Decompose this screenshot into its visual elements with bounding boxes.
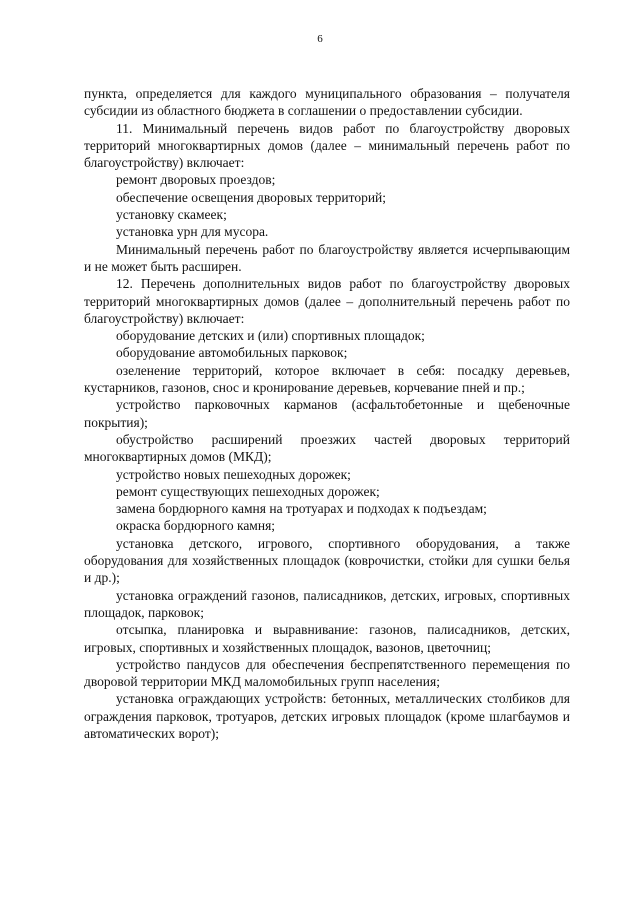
list-item-min-work: установка урн для мусора. bbox=[116, 224, 269, 240]
document-body bbox=[84, 85, 570, 742]
list-item-extra-work: окраска бордюрного камня; bbox=[116, 518, 276, 534]
list-item-extra-work: озеленение территорий, которое включает в себя: посадку деревьев, кустарников, газонов, снос и кронирование деревьев, корчевание пней и пр.; bbox=[84, 362, 570, 396]
list-item-extra-work: оборудование детских и (или) спортивных площадок; bbox=[116, 328, 425, 344]
list-item-extra-work: установка ограждений газонов, палисадников, детских, игровых, спортивных площадок, парковок; bbox=[84, 587, 570, 620]
list-item-extra-work: устройство новых пешеходных дорожек; bbox=[116, 466, 351, 482]
paragraph-item-11: 11. Минимальный перечень видов работ по благоустройству дворовых территорий многоквартирных домов (далее – минимальный перечень работ по благоустройству) включает: bbox=[84, 120, 570, 171]
list-item-extra-work: обустройство расширений проезжих частей дворовых территорий многоквартирных домов (МКД); bbox=[84, 431, 570, 465]
list-item-extra-work: отсыпка, планировка и выравнивание: газонов, палисадников, детских, игровых, спортивных и хозяйственных площадок, вазонов, цветочниц; bbox=[84, 622, 570, 655]
list-item-extra-work: устройство парковочных карманов (асфальтобетонные и щебеночные покрытия); bbox=[84, 397, 570, 430]
list-item-min-work: установку скамеек; bbox=[116, 207, 227, 223]
list-item-extra-work: оборудование автомобильных парковок; bbox=[116, 345, 348, 361]
list-item-extra-work: установка детского, игрового, спортивного оборудования, а также оборудования для хозяйственных площадок (коврочистки, стойки для сушки белья и др.); bbox=[84, 535, 570, 586]
list-item-extra-work: устройство пандусов для обеспечения беспрепятственного перемещения по дворовой территории МКД маломобильных групп населения; bbox=[84, 656, 570, 690]
paragraph-min-list-note: Минимальный перечень работ по благоустройству является исчерпывающим и не может быть расширен. bbox=[84, 241, 570, 274]
page-number: 6 bbox=[317, 33, 323, 45]
list-item-extra-work: ремонт существующих пешеходных дорожек; bbox=[116, 483, 380, 499]
list-item-min-work: ремонт дворовых проездов; bbox=[116, 172, 276, 188]
list-item-min-work: обеспечение освещения дворовых территорий; bbox=[116, 189, 387, 205]
paragraph-continuation: пункта, определяется для каждого муниципального образования – получателя субсидии из областного бюджета в соглашении о предоставлении субсидии. bbox=[84, 86, 570, 119]
paragraph-item-12: 12. Перечень дополнительных видов работ по благоустройству дворовых территорий многоквартирных домов (далее – дополнительный перечень работ по благоустройству) включает: bbox=[84, 276, 570, 326]
list-item-extra-work: замена бордюрного камня на тротуарах и подходах к подъездам; bbox=[116, 501, 487, 517]
list-item-extra-work: установка ограждающих устройств: бетонных, металлических столбиков для ограждения парковок, тротуаров, детских игровых площадок (кроме шлагбаумов и автоматических ворот); bbox=[84, 691, 570, 741]
